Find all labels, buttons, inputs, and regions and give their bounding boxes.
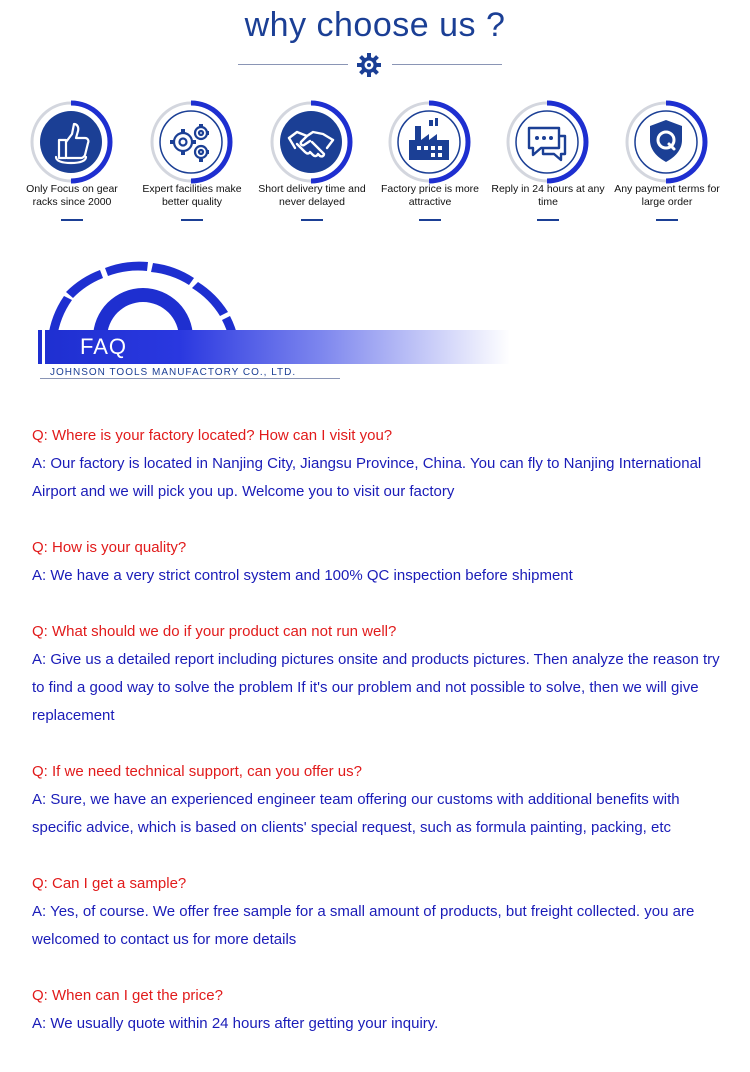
faq-answer: A: Give us a detailed report including pictures onsite and products pictures. Then analyze the reason try to find a good way to solve the problem If it's our problem and not possible to solve, then we will give replacement: [32, 651, 720, 724]
feature-item: [371, 100, 489, 228]
feature-label: Only Focus on gear racks since 2000: [26, 183, 118, 208]
title-divider-left: [238, 64, 348, 65]
feature-item: [253, 100, 371, 228]
faq-question: Q: What should we do if your product can not run well?: [32, 623, 397, 640]
faq-bar-accent: [42, 330, 45, 364]
feature-item: [608, 100, 726, 228]
faq-item: [32, 618, 722, 730]
faq-item: [32, 422, 722, 506]
faq-item: [32, 534, 722, 590]
feature-dash: [419, 219, 441, 221]
faq-question: Q: Can I get a sample?: [32, 875, 187, 892]
feature-label: Short delivery time and never delayed: [258, 183, 366, 208]
faq-question: Q: How is your quality?: [32, 539, 187, 556]
faq-answer: A: We usually quote within 24 hours after getting your inquiry.: [32, 1015, 439, 1032]
feature-dash: [537, 219, 559, 221]
feature-label: Reply in 24 hours at any time: [491, 183, 605, 208]
faq-answer: A: Yes, of course. We offer free sample for a small amount of products, but freight collected. you are welcomed to contact us for more details: [32, 903, 695, 948]
title-divider-right: [392, 64, 502, 65]
faq-answer: A: Our factory is located in Nanjing City, Jiangsu Province, China. You can fly to Nanjing International Airport and we will pick you up. Welcome you to visit our factory: [32, 455, 702, 500]
feature-dash: [656, 219, 678, 221]
faq-question: Q: If we need technical support, can you offer us?: [32, 763, 362, 780]
faq-answer: A: We have a very strict control system and 100% QC inspection before shipment: [32, 567, 573, 584]
thumbs-up-icon: [29, 100, 113, 184]
gears-icon: [149, 100, 233, 184]
company-name: JOHNSON TOOLS MANUFACTORY CO., LTD.: [50, 367, 297, 378]
faq-banner: [0, 250, 750, 390]
feature-dash: [301, 219, 323, 221]
gear-icon: [356, 52, 382, 78]
faq-item: [32, 982, 722, 1038]
feature-label: Expert facilities make better quality: [142, 183, 242, 208]
feature-dash: [61, 219, 83, 221]
faq-item: [32, 870, 722, 954]
feature-list: [0, 100, 750, 230]
faq-underline: [40, 378, 340, 379]
handshake-icon: [269, 100, 353, 184]
feature-label: Factory price is more attractive: [380, 183, 480, 208]
feature-item: [13, 100, 131, 228]
factory-icon: [387, 100, 471, 184]
faq-item: [32, 758, 722, 842]
saw-blade-graphic: [38, 258, 248, 338]
faq-answer: A: Sure, we have an experienced engineer team offering our customs with additional benefits with specific advice, which is based on clients' special request, such as formula painting, packing, etc: [32, 791, 680, 836]
faq-question: Q: When can I get the price?: [32, 987, 223, 1004]
faq-question: Q: Where is your factory located? How can I visit you?: [32, 427, 393, 444]
chat-bubble-icon: [505, 100, 589, 184]
section-title: why choose us ?: [244, 6, 506, 44]
feature-dash: [181, 219, 203, 221]
faq-list: [32, 422, 722, 1066]
feature-label: Any payment terms for large order: [614, 183, 720, 208]
faq-title: FAQ: [80, 334, 128, 359]
feature-item: [489, 100, 607, 228]
feature-item: [133, 100, 251, 228]
shield-q-icon: [624, 100, 708, 184]
